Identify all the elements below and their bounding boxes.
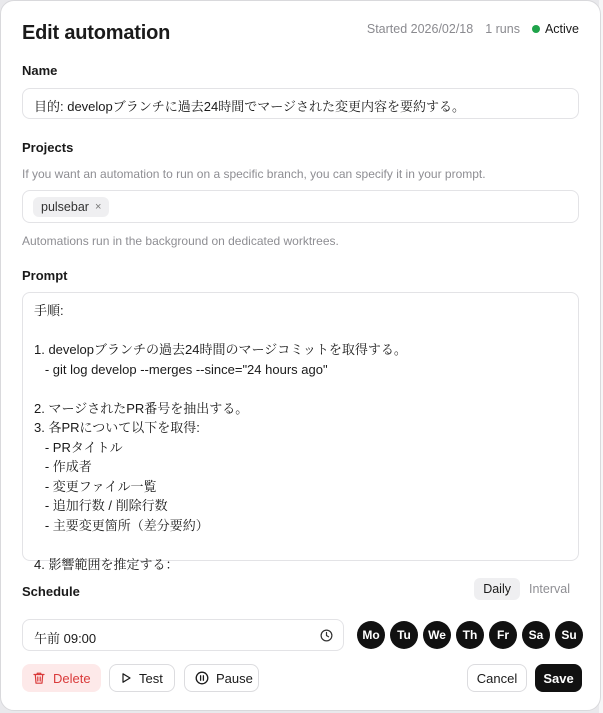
day-th[interactable]: Th xyxy=(456,621,484,649)
day-fr[interactable]: Fr xyxy=(489,621,517,649)
clock-icon xyxy=(320,629,333,642)
delete-label: Delete xyxy=(53,670,91,686)
day-mo[interactable]: Mo xyxy=(357,621,385,649)
started-date: Started 2026/02/18 xyxy=(366,22,474,36)
pause-button[interactable] xyxy=(184,664,259,692)
name-input[interactable] xyxy=(22,88,579,119)
project-chip-label: pulsebar xyxy=(41,200,89,214)
run-count: 1 runs xyxy=(485,22,520,36)
time-input[interactable] xyxy=(22,619,344,651)
prompt-text: 手順: 1. developブランチの過去24時間のマージコミットを取得する。 - git log develop --merges --since="24 hours ago" 2. マージされたPR番号を抽出する。 3. 各PRについて以下を取得: - PRタイトル - 作成者 - 変更ファイル一覧 - 追加行数 / 削除行数 - 主要変更箇所（差分要約） 4. 影響範囲を推定する： xyxy=(34,303,407,572)
name-value: 目的: developブランチに過去24時間でマージされた変更内容を要約する。 xyxy=(34,99,465,114)
project-chip xyxy=(33,197,109,217)
dialog-header xyxy=(22,19,579,49)
day-sa[interactable]: Sa xyxy=(522,621,550,649)
trash-icon xyxy=(32,671,46,685)
status-badge: Active xyxy=(544,22,579,36)
weekday-selector xyxy=(357,621,583,649)
delete-button[interactable] xyxy=(22,664,101,692)
time-value: 午前 09:00 xyxy=(34,631,97,646)
test-button[interactable] xyxy=(109,664,175,692)
pause-label: Pause xyxy=(216,670,253,686)
save-label: Save xyxy=(543,670,574,686)
save-button[interactable] xyxy=(535,664,582,692)
remove-chip-icon[interactable]: × xyxy=(94,201,102,213)
pause-circle-icon xyxy=(195,671,209,685)
play-icon xyxy=(120,672,132,684)
projects-label: Projects xyxy=(22,140,74,155)
schedule-label: Schedule xyxy=(22,584,80,599)
mode-daily[interactable]: Daily xyxy=(474,578,520,600)
automation-meta xyxy=(367,22,579,36)
dialog-title: Edit automation xyxy=(22,22,171,44)
day-tu[interactable]: Tu xyxy=(390,621,418,649)
prompt-label: Prompt xyxy=(22,268,68,283)
day-su[interactable]: Su xyxy=(555,621,583,649)
projects-hint: If you want an automation to run on a specific branch, you can specify it in your prompt. xyxy=(22,167,486,181)
prompt-textarea[interactable] xyxy=(22,292,579,572)
test-label: Test xyxy=(139,670,163,686)
cancel-label: Cancel xyxy=(476,670,518,686)
projects-input[interactable] xyxy=(22,190,579,223)
mode-interval[interactable]: Interval xyxy=(529,582,570,596)
worktree-footnote: Automations run in the background on dedicated worktrees. xyxy=(22,234,339,248)
name-label: Name xyxy=(22,63,58,78)
cancel-button[interactable] xyxy=(467,664,527,692)
day-we[interactable]: We xyxy=(423,621,451,649)
schedule-mode-toggle xyxy=(474,578,579,600)
status-dot-icon xyxy=(532,25,540,33)
